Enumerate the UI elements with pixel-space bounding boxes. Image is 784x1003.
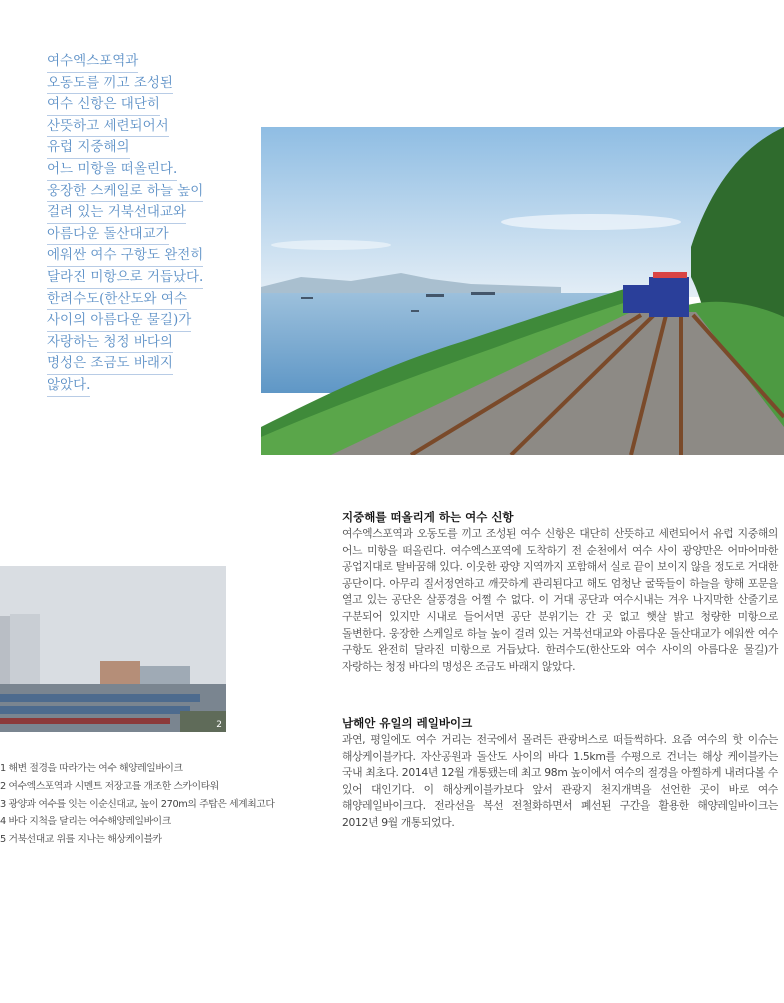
pull-quote-line: 오동도를 끼고 조성된 <box>47 73 173 95</box>
pull-quote-line: 달라진 미항으로 거듭났다. <box>47 267 203 289</box>
city-photo <box>0 566 226 732</box>
section-body: 여수엑스포역과 오동도를 끼고 조성된 여수 신항은 대단히 산뜻하고 세련되어서 유럽 지중해의 어느 미항을 떠올린다. 여수엑스포역에 도착하기 전 순천에서 여수 사이 광양만은 어마어마한 공업지대로 탈바꿈해 있다. 이웃한 광양 지역까지 포함해서 실로 끝이 보이지 않을 정도로 거대한 공단이다. 아무리 질서정연하고 깨끗하게 관리된다고 해도 엄청난 굴뚝들이 하늘을 향해 포문을 열고 있는 공단은 살풍경을 어쩔 수 없다. 이 거대 공단과 여수시내는 겨우 나지막한 산줄기로 구분되어 있지만 시내로 들어서면 공단 분위기는 간 곳 없고 햇살 밝고 청량한 미항으로 돌변한다. 웅장한 스케일로 하늘 높이 걸려 있는 거북선대교와 아름다운 돌산대교가 에워싼 여수 구항도 완전히 달라진 미항으로 거듭났다. 한려수도(한산도와 여수 사이의 아름다운 물길)가 자랑하는 청정 바다의 명성은 조금도 바래지 않았다. <box>342 527 778 673</box>
photo-captions <box>0 760 320 849</box>
pull-quote-line: 걸려 있는 거북선대교와 <box>47 202 186 224</box>
article-section-1 <box>342 509 778 675</box>
section-title: 남해안 유일의 레일바이크 <box>342 716 473 730</box>
pull-quote-line: 아름다운 돌산대교가 <box>47 224 169 246</box>
pull-quote-line: 여수엑스포역과 <box>47 51 138 73</box>
pull-quote-line: 않았다. <box>47 375 90 397</box>
pull-quote <box>47 51 262 397</box>
pull-quote-line: 에워싼 여수 구항도 완전히 <box>47 245 203 267</box>
pull-quote-line: 웅장한 스케일로 하늘 높이 <box>47 181 203 203</box>
pull-quote-line: 명성은 조금도 바래지 <box>47 353 173 375</box>
caption: 3 광양과 여수를 잇는 이순신대교, 높이 270m의 주탑은 세계최고다 <box>0 798 275 810</box>
pull-quote-line: 사이의 아름다운 물길)가 <box>47 310 191 332</box>
caption: 2 여수엑스포역과 시멘트 저장고를 개조한 스카이타워 <box>0 780 219 792</box>
caption: 4 바다 지척을 달리는 여수해양레일바이크 <box>0 816 171 828</box>
photo-number: 2 <box>216 720 222 730</box>
pull-quote-line: 한려수도(한산도와 여수 <box>47 289 187 311</box>
pull-quote-line: 여수 신항은 대단히 <box>47 94 160 116</box>
pull-quote-line: 어느 미항을 떠올린다. <box>47 159 177 181</box>
rail-bike-photo <box>261 127 784 455</box>
pull-quote-line: 자랑하는 청정 바다의 <box>47 332 173 354</box>
pull-quote-line: 유럽 지중해의 <box>47 137 130 159</box>
article-section-2 <box>342 715 778 832</box>
section-title: 지중해를 떠올리게 하는 여수 신항 <box>342 510 514 524</box>
pull-quote-line: 산뜻하고 세련되어서 <box>47 116 169 138</box>
caption: 5 거북선대교 위를 지나는 해상케이블카 <box>0 834 162 846</box>
caption: 1 해변 절경을 따라가는 여수 해양레일바이크 <box>0 763 183 774</box>
section-body: 과연, 평일에도 여수 거리는 전국에서 몰려든 관광버스로 떠들썩하다. 요즘 여수의 핫 이슈는 해상케이블카다. 자산공원과 돌산도 사이의 바다 1.5km를 수평으로 건너는 해상 케이블카는 국내 최초다. 2014년 12월 개통됐는데 최고 98m 높이에서 여수의 절경을 아찔하게 내려다볼 수 있어 대인기다. 이 해상케이블카보다 앞서 관광지 천지개벽을 선언한 곳이 바로 여수 해양레일바이크다. 전라선을 복선 전철화하면서 폐선된 구간을 활용한 해양레일바이크는 2012년 9월 개통되었다. <box>342 733 778 829</box>
